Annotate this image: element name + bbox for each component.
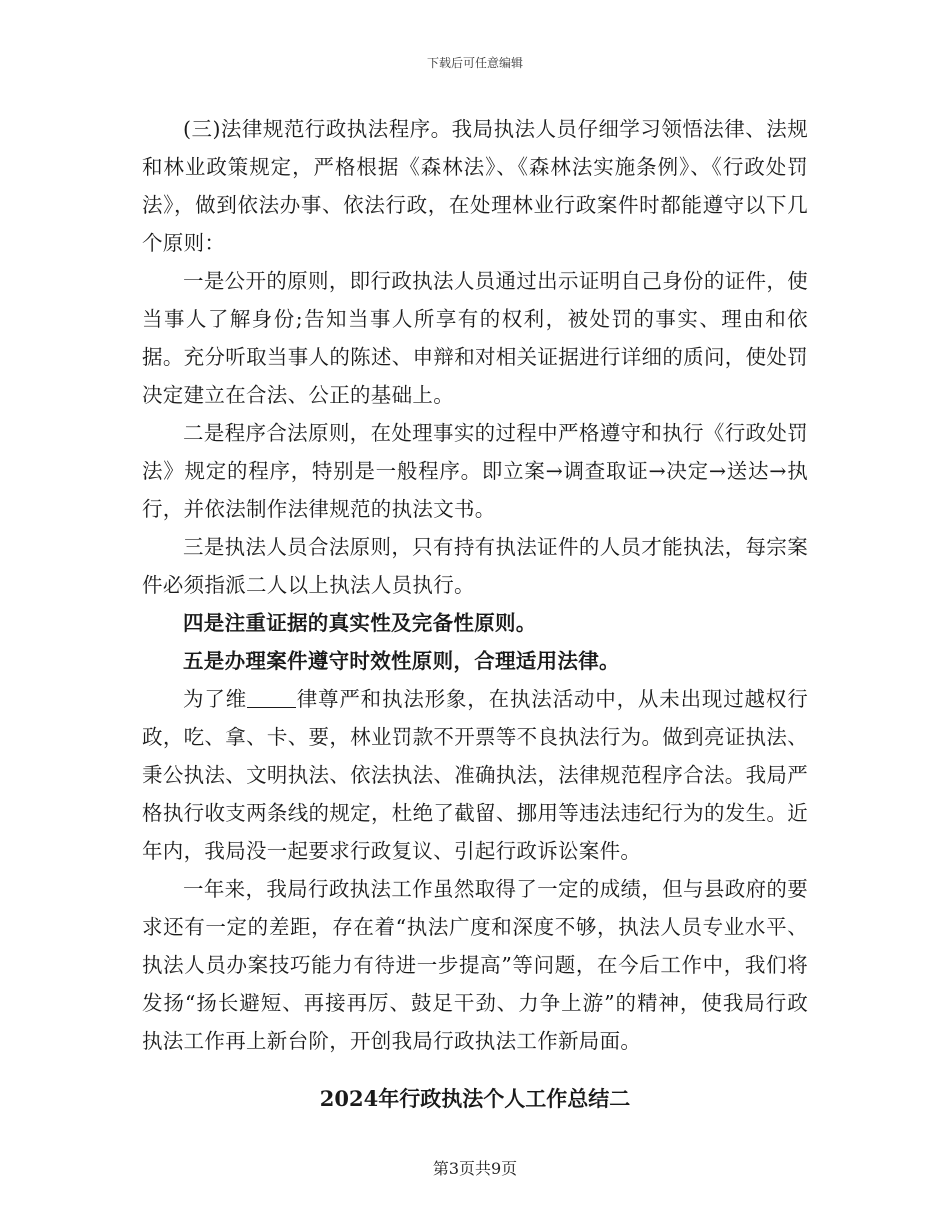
page-footer: 第3页共9页: [432, 1159, 518, 1178]
paragraph-image-start: 为了维: [183, 687, 247, 711]
paragraph-principle-3: 三是执法人员合法原则，只有持有执法证件的人员才能执法，每宗案件必须指派二人以上执法人员执行。: [142, 535, 808, 597]
paragraph-image-rest: 律尊严和执法形象，在执法活动中，从未出现过越权行政，吃、拿、卡、要，林业罚款不开票等不良执法行为。做到亮证执法、秉公执法、文明执法、依法执法、准确执法，法律规范程序合法。我局严格执行收支两条线的规定，杜绝了截留、挪用等违法违纪行为的发生。近年内，我局没一起要求行政复议、引起行政诉讼案件。: [142, 687, 808, 863]
page-header: 下载后可任意编辑: [426, 56, 523, 70]
paragraph-principle-2: 二是程序合法原则，在处理事实的过程中严格遵守和执行《行政处罚法》规定的程序，特别是一般程序。即立案→调查取证→决定→送达→执行，并依法制作法律规范的执法文书。: [142, 421, 808, 521]
paragraph-image: [142, 680, 808, 870]
section-title: 2024年行政执法个人工作总结二: [319, 1086, 631, 1111]
paragraph-principle-1: 一是公开的原则，即行政执法人员通过出示证明自己身份的证件，使当事人了解身份;告知当事人所享有的权利，被处罚的事实、理由和依据。充分听取当事人的陈述、申辩和对相关证据进行详细的质问，使处罚决定建立在合法、公正的基础上。: [142, 269, 808, 407]
paragraph-summary: 一年来，我局行政执法工作虽然取得了一定的成绩，但与县政府的要求还有一定的差距，存在着“执法广度和深度不够，执法人员专业水平、执法人员办案技巧能力有待进一步提高”等问题，在今后工作中，我们将发扬“扬长避短、再接再厉、鼓足干劲、力争上游”的精神，使我局行政执法工作再上新台阶，开创我局行政执法工作新局面。: [142, 877, 808, 1053]
paragraph-procedure: (三)法律规范行政执法程序。我局执法人员仔细学习领悟法律、法规和林业政策规定，严格根据《森林法》、《森林法实施条例》、《行政处罚法》，做到依法办事、依法行政，在处理林业行政案件时都能遵守以下几个原则：: [142, 117, 808, 255]
document-body: [142, 110, 808, 1118]
paragraph-principle-5: 五是办理案件遵守时效性原则，合理适用法律。: [183, 649, 620, 673]
blank-underline: [247, 687, 296, 709]
paragraph-principle-4: 四是注重证据的真实性及完备性原则。: [183, 611, 537, 635]
